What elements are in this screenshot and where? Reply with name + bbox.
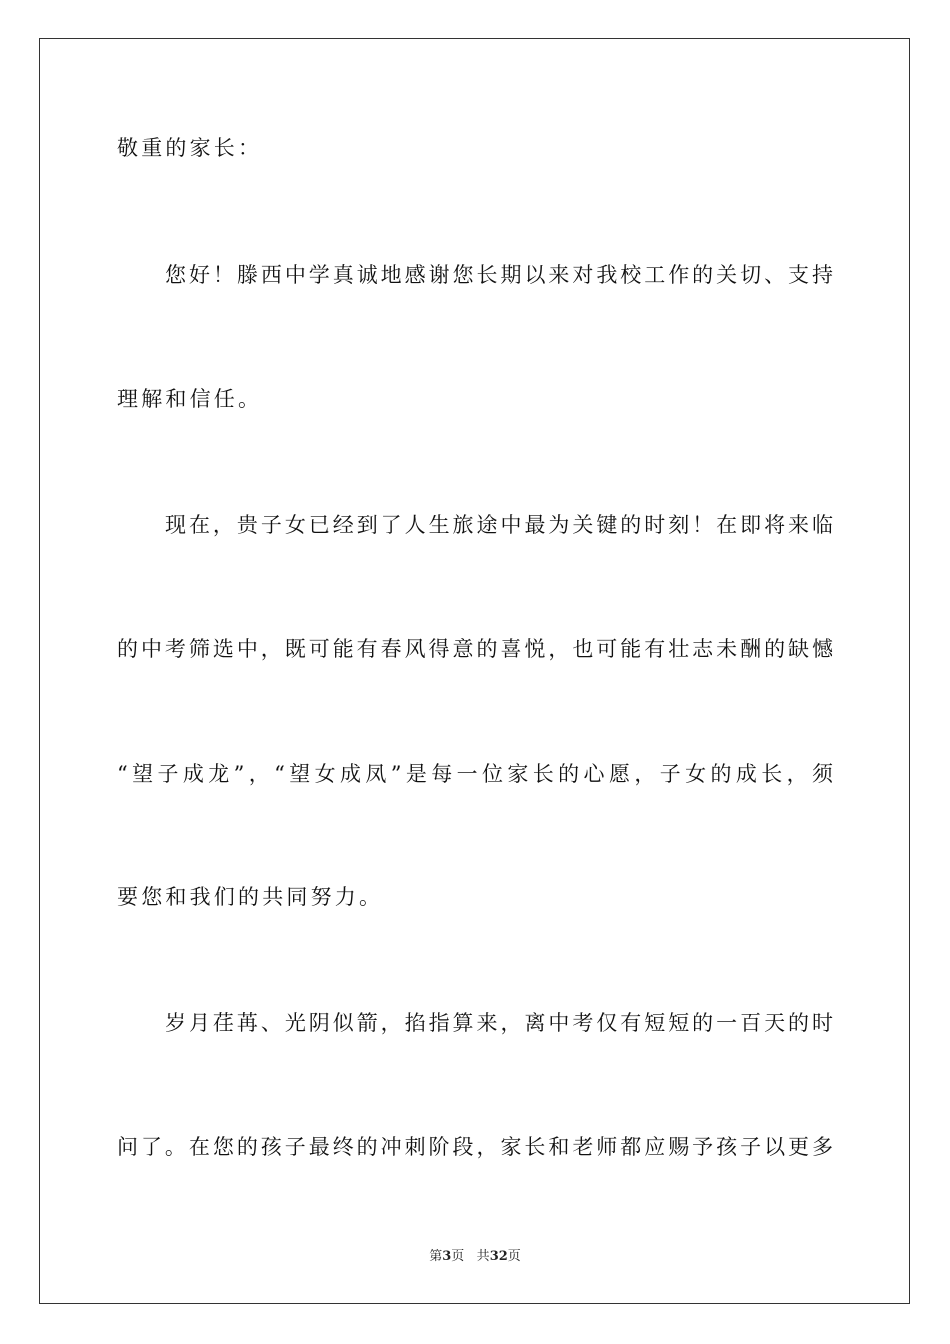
footer-prefix: 第 bbox=[429, 1249, 443, 1264]
footer-total-pages: 32 bbox=[489, 1249, 508, 1264]
page-frame bbox=[39, 38, 910, 1304]
footer-page-suffix: 页 bbox=[451, 1249, 465, 1264]
footer-current-page: 3 bbox=[442, 1249, 452, 1264]
paragraph-3-line-2: 问了。在您的孩子最终的冲刺阶段，家长和老师都应赐予孩子以更多 bbox=[117, 1135, 833, 1159]
paragraph-2-line-3: “望子成龙”，“望女成凤”是每一位家长的心愿，子女的成长，须 bbox=[117, 762, 833, 786]
paragraph-1-line-1: 您好！滕西中学真诚地感谢您长期以来对我校工作的关切、支持 bbox=[165, 263, 833, 287]
footer-total-prefix: 共 bbox=[476, 1249, 490, 1264]
page-footer bbox=[0, 1248, 950, 1266]
paragraph-2-line-2: 的中考筛选中，既可能有春风得意的喜悦，也可能有壮志未酬的缺憾 bbox=[117, 637, 833, 661]
paragraph-2-line-4: 要您和我们的共同努力。 bbox=[117, 885, 384, 909]
paragraph-1-line-2: 理解和信任。 bbox=[117, 387, 263, 411]
paragraph-2-line-1: 现在，贵子女已经到了人生旅途中最为关键的时刻！在即将来临 bbox=[165, 513, 833, 537]
footer-total-suffix: 页 bbox=[507, 1249, 521, 1264]
paragraph-3-line-1: 岁月荏苒、光阴似箭，掐指算来，离中考仅有短短的一百天的时 bbox=[165, 1011, 833, 1035]
salutation-line: 敬重的家长： bbox=[117, 136, 263, 160]
